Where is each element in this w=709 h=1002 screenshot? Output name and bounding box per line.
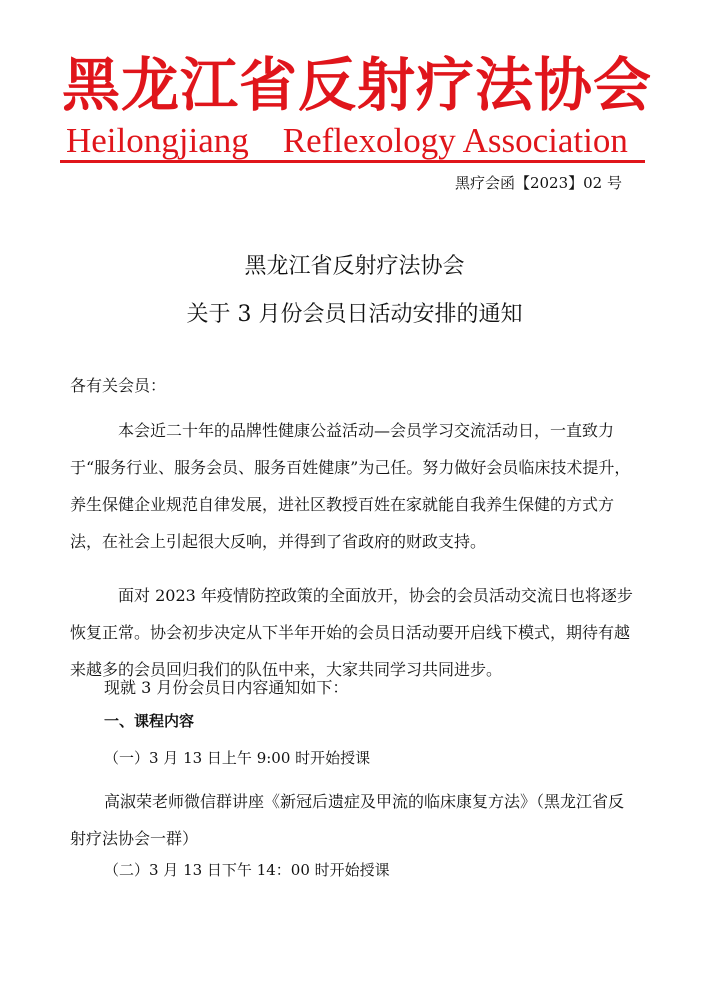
course-item-2-time: （二）3 月 13 日下午 14：00 时开始授课 xyxy=(104,861,390,879)
org-name-chinese: 黑龙江省反射疗法协会 xyxy=(62,51,653,119)
org-name-english-part1: Heilongjiang xyxy=(66,121,249,160)
org-name-english-part2: Reflexology Association xyxy=(282,121,628,160)
document-title-line2: 关于 3 月份会员日活动安排的通知 xyxy=(186,302,523,327)
section-heading-course-content: 一、课程内容 xyxy=(104,712,195,730)
course-item-1-description-line1: 高淑荣老师微信群讲座《新冠后遗症及甲流的临床康复方法》（黑龙江省反 xyxy=(104,792,625,811)
letterhead-divider xyxy=(60,160,645,163)
paragraph-2: 面对 2023 年疫情防控政策的全面放开，协会的会员活动交流日也将逐步恢复正常。协会初步决定从下半年开始的会员日活动要开启线下模式，期待有越来越多的会员回归我们的队伍中来，大家共同学习共同进步。 xyxy=(70,586,633,679)
letterhead xyxy=(0,0,709,160)
course-item-1-time: （一）3 月 13 日上午 9:00 时开始授课 xyxy=(104,749,371,767)
salutation: 各有关会员： xyxy=(70,376,167,395)
paragraph-3: 现就 3 月份会员日内容通知如下： xyxy=(104,678,349,697)
paragraph-1: 本会近二十年的品牌性健康公益活动—会员学习交流活动日，一直致力于“服务行业、服务会员、服务百姓健康”为己任。努力做好会员临床技术提升，养生保健企业规范自律发展，进社区教授百姓在家就能自我养生保健的方式方法，在社会上引起很大反响，并得到了省政府的财政支持。 xyxy=(70,421,631,551)
document-title-line1: 黑龙江省反射疗法协会 xyxy=(244,254,465,279)
document-number: 黑疗会函【2023】02 号 xyxy=(454,174,622,192)
course-item-1-description-line2: 射疗法协会一群） xyxy=(70,829,199,848)
org-name-english xyxy=(66,121,656,161)
course-item-1-description xyxy=(70,783,649,857)
